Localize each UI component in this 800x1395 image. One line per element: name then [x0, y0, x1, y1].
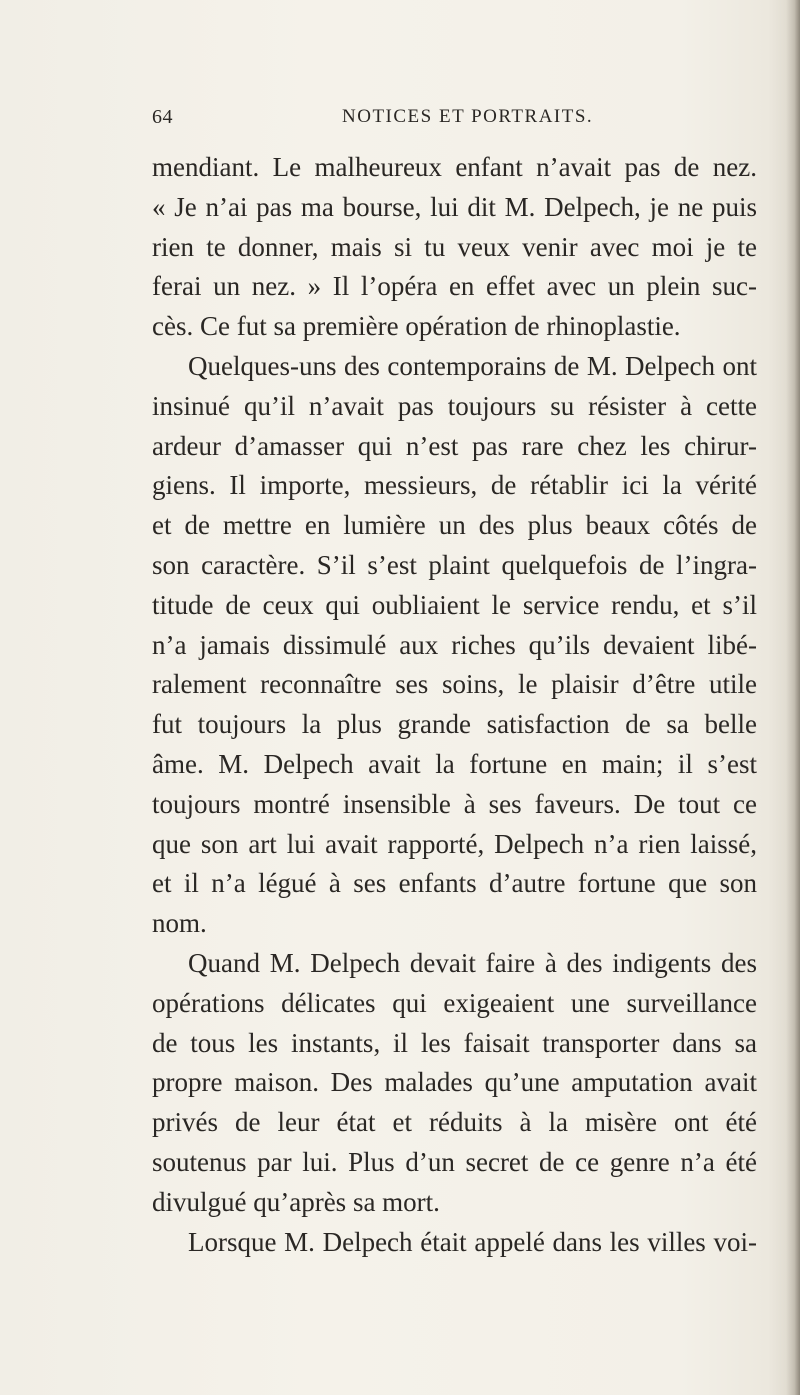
- text-line: ferai un nez. » Il l’opéra en effet avec un plein suc-: [152, 271, 757, 302]
- text-line: âme. M. Delpech avait la fortune en main; il s’est: [152, 748, 757, 779]
- text-line: fut toujours la plus grande satisfaction de sa belle: [152, 709, 757, 740]
- text-line: cès. Ce fut sa première opération de rhinoplastie.: [152, 311, 681, 342]
- text-line: propre maison. Des malades qu’une amputation avait: [152, 1067, 757, 1098]
- text-line: mendiant. Le malheureux enfant n’avait pas de nez.: [152, 152, 757, 182]
- running-head: NOTICES ET PORTRAITS.: [342, 106, 594, 127]
- text-line: Quelques-uns des contemporains de M. Delpech ont: [188, 350, 757, 381]
- text-line: que son art lui avait rapporté, Delpech n’a rien laissé,: [152, 828, 757, 859]
- text-line: giens. Il importe, messieurs, de rétablir ici la vérité: [152, 470, 757, 501]
- text-line: insinué qu’il n’avait pas toujours su résister à cette: [152, 390, 757, 421]
- page-number: 64: [152, 106, 173, 128]
- page-edge-shadow: [786, 0, 800, 1395]
- text-line: opérations délicates qui exigeaient une surveillance: [152, 987, 757, 1018]
- text-line: ardeur d’amasser qui n’est pas rare chez les chirur-: [152, 430, 757, 461]
- text-line: et il n’a légué à ses enfants d’autre fortune que son: [152, 868, 757, 899]
- text-line: toujours montré insensible à ses faveurs. De tout ce: [152, 788, 757, 819]
- text-line: n’a jamais dissimulé aux riches qu’ils devaient libé-: [152, 629, 757, 660]
- text-line: soutenus par lui. Plus d’un secret de ce genre n’a été: [152, 1146, 757, 1177]
- text-line: de tous les instants, il les faisait transporter dans sa: [152, 1027, 757, 1058]
- text-line: nom.: [152, 908, 207, 939]
- text-line: son caractère. S’il s’est plaint quelquefois de l’ingra-: [152, 549, 757, 580]
- text-line: « Je n’ai pas ma bourse, lui dit M. Delpech, je ne puis: [152, 191, 757, 222]
- text-line: et de mettre en lumière un des plus beaux côtés de: [152, 510, 757, 541]
- body-text: [152, 148, 757, 1262]
- text-line: rien te donner, mais si tu veux venir avec moi je te: [152, 231, 757, 262]
- text-line: Lorsque M. Delpech était appelé dans les villes voi-: [188, 1226, 757, 1257]
- text-line: titude de ceux qui oubliaient le service rendu, et s’il: [152, 589, 757, 620]
- text-line: privés de leur état et réduits à la misère ont été: [152, 1107, 757, 1138]
- text-line: divulgué qu’après sa mort.: [152, 1186, 440, 1217]
- text-line: Quand M. Delpech devait faire à des indigents des: [188, 947, 757, 978]
- text-line: ralement reconnaître ses soins, le plaisir d’être utile: [152, 669, 757, 700]
- page-header: [152, 106, 652, 136]
